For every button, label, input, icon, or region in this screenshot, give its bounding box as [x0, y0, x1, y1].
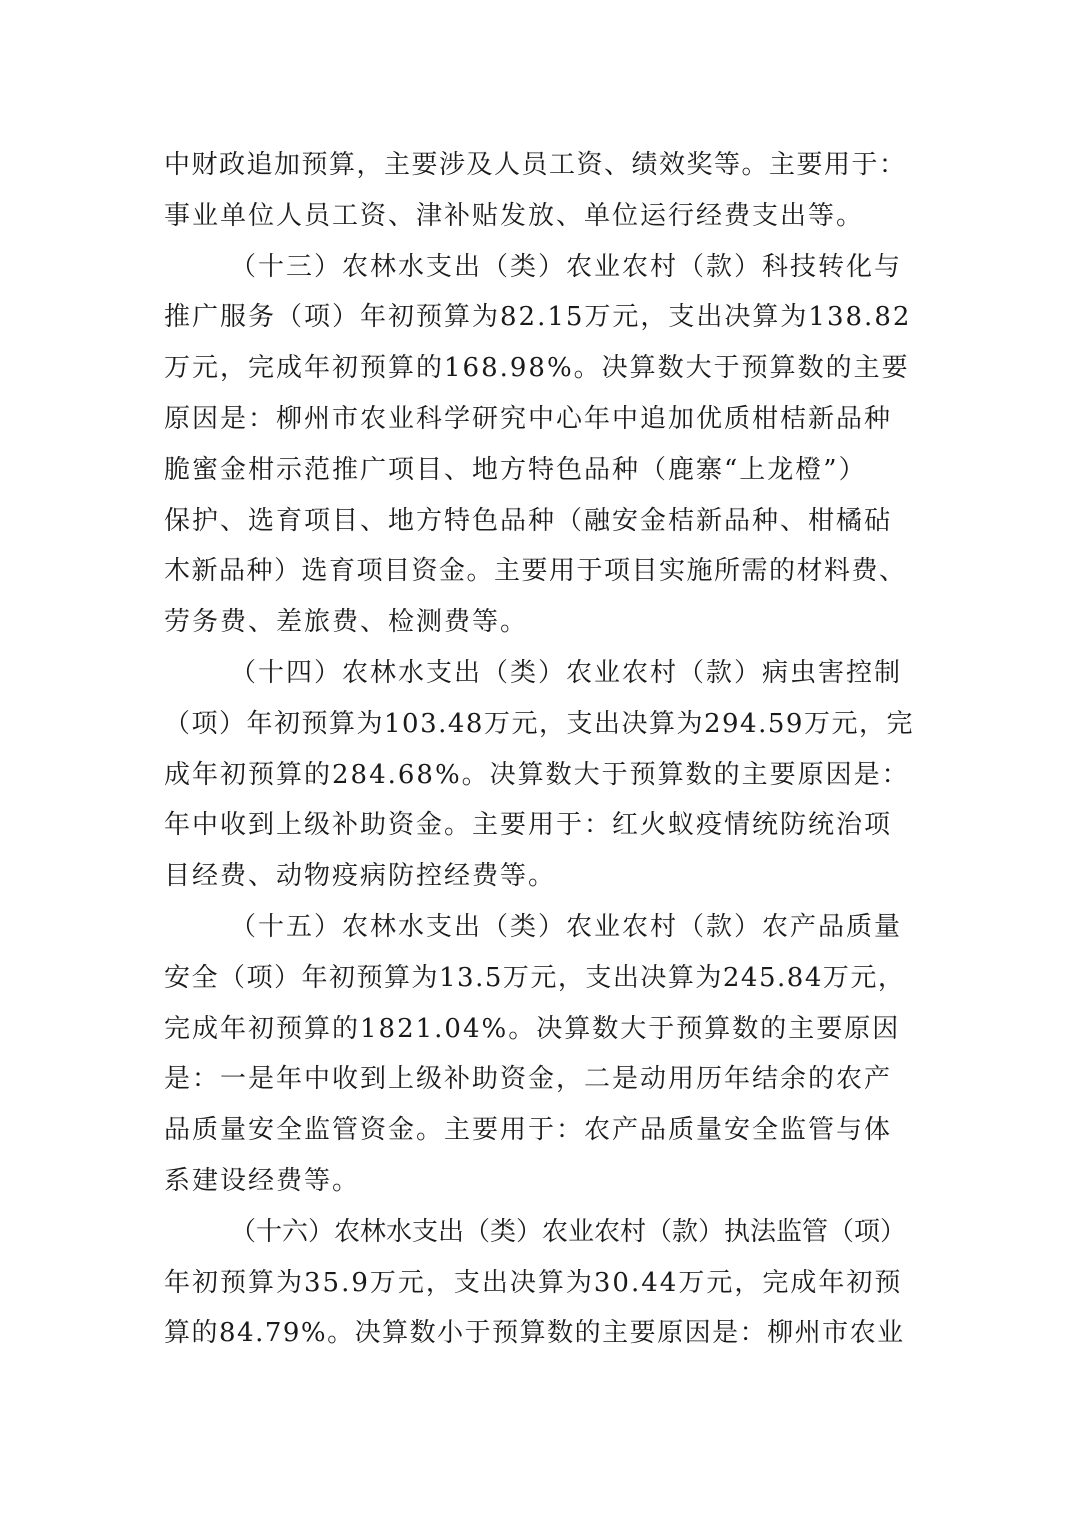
- paragraph-start-16: （十六）农林水支出（类）农业农村（款）执法监管（项）: [230, 1216, 907, 1247]
- text-line: 万元，完成年初预算的168.98%。决算数大于预算数的主要: [164, 353, 910, 384]
- document-body: [164, 140, 916, 1359]
- text-line: 系建设经费等。: [164, 1165, 361, 1196]
- text-line: 原因是：柳州市农业科学研究中心年中追加优质柑桔新品种: [164, 403, 893, 434]
- text-line: 中财政追加预算，主要涉及人员工资、绩效奖等。主要用于：: [164, 150, 907, 180]
- text-line: 年中收到上级补助资金。主要用于：红火蚁疫情统防统治项: [164, 810, 893, 841]
- text-line: 保护、选育项目、地方特色品种（融安金桔新品种、柑橘砧: [164, 505, 893, 536]
- text-line: 目经费、动物疫病防控经费等。: [164, 861, 557, 892]
- text-line: 木新品种）选育项目资金。主要用于项目实施所需的材料费、: [164, 556, 907, 587]
- paragraph-start-15: （十五）农林水支出（类）农业农村（款）农产品质量: [230, 911, 903, 942]
- text-line: 成年初预算的284.68%。决算数大于预算数的主要原因是：: [164, 759, 910, 790]
- paragraph-start-14: （十四）农林水支出（类）农业农村（款）病虫害控制: [230, 657, 903, 688]
- text-line: 年初预算为35.9万元，支出决算为30.44万元，完成年初预: [164, 1267, 903, 1298]
- text-line: 推广服务（项）年初预算为82.15万元，支出决算为138.82: [164, 302, 912, 333]
- text-line: 算的84.79%。决算数小于预算数的主要原因是：柳州市农业: [164, 1318, 905, 1349]
- text-line: 品质量安全监管资金。主要用于：农产品质量安全监管与体: [164, 1115, 893, 1146]
- text-line: 事业单位人员工资、津补贴发放、单位运行经费支出等。: [164, 200, 865, 231]
- text-line: 安全（项）年初预算为13.5万元，支出决算为245.84万元，: [164, 962, 906, 993]
- paragraph-start-13: （十三）农林水支出（类）农业农村（款）科技转化与: [230, 251, 903, 282]
- text-line: （项）年初预算为103.48万元，支出决算为294.59万元，完: [164, 708, 914, 739]
- text-line: 脆蜜金柑示范推广项目、地方特色品种（鹿寨“上龙橙”）: [164, 454, 867, 485]
- text-line: 劳务费、差旅费、检测费等。: [164, 607, 529, 638]
- text-line: 完成年初预算的1821.04%。决算数大于预算数的主要原因: [164, 1013, 901, 1044]
- text-line: 是：一是年中收到上级补助资金，二是动用历年结余的农产: [164, 1064, 893, 1095]
